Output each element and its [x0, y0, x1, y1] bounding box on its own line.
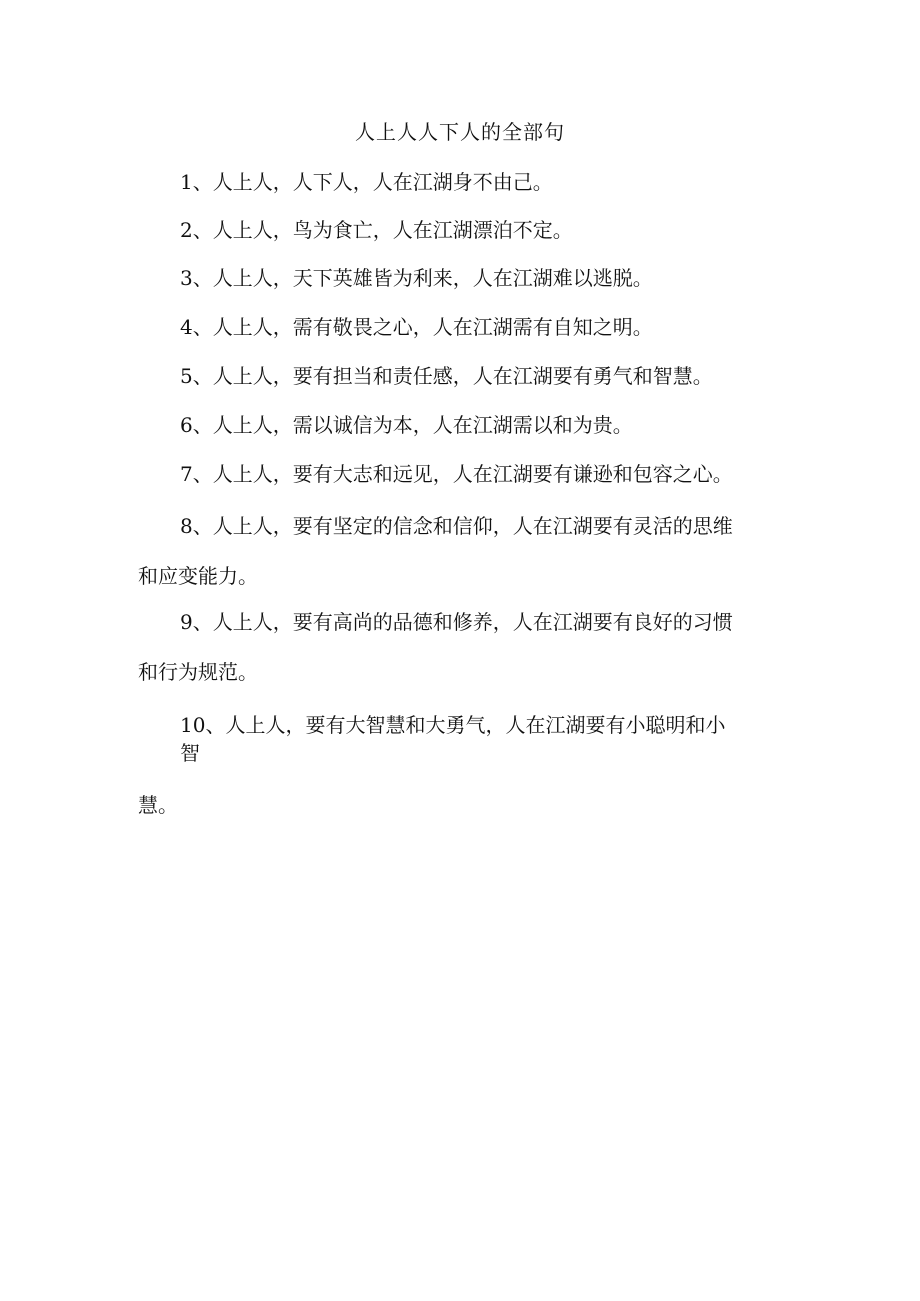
sentence-5: 5、人上人，要有担当和责任感，人在江湖要有勇气和智慧。	[180, 364, 713, 388]
sentence-4: 4、人上人，需有敬畏之心，人在江湖需有自知之明。	[180, 315, 653, 339]
sentence-10: 10、人上人，要有大智慧和大勇气，人在江湖要有小聪明和小	[180, 713, 726, 737]
sentence-2: 2、人上人，鸟为食亡，人在江湖漂泊不定。	[180, 218, 573, 242]
sentence-9-continuation: 和行为规范。	[138, 660, 258, 684]
sentence-9: 9、人上人，要有高尚的品德和修养，人在江湖要有良好的习惯	[180, 610, 733, 634]
sentence-7: 7、人上人，要有大志和远见，人在江湖要有谦逊和包容之心。	[180, 462, 733, 486]
sentence-10-continuation: 智	[180, 741, 200, 765]
sentence-1: 1、人上人，人下人，人在江湖身不由己。	[180, 170, 553, 194]
sentence-6: 6、人上人，需以诚信为本，人在江湖需以和为贵。	[180, 413, 633, 437]
sentence-8-continuation: 和应变能力。	[138, 564, 258, 588]
document-title: 人上人人下人的全部句	[355, 120, 565, 144]
sentence-10-ending: 慧。	[138, 793, 178, 817]
sentence-8: 8、人上人，要有坚定的信念和信仰，人在江湖要有灵活的思维	[180, 514, 733, 538]
sentence-3: 3、人上人，天下英雄皆为利来，人在江湖难以逃脱。	[180, 266, 653, 290]
